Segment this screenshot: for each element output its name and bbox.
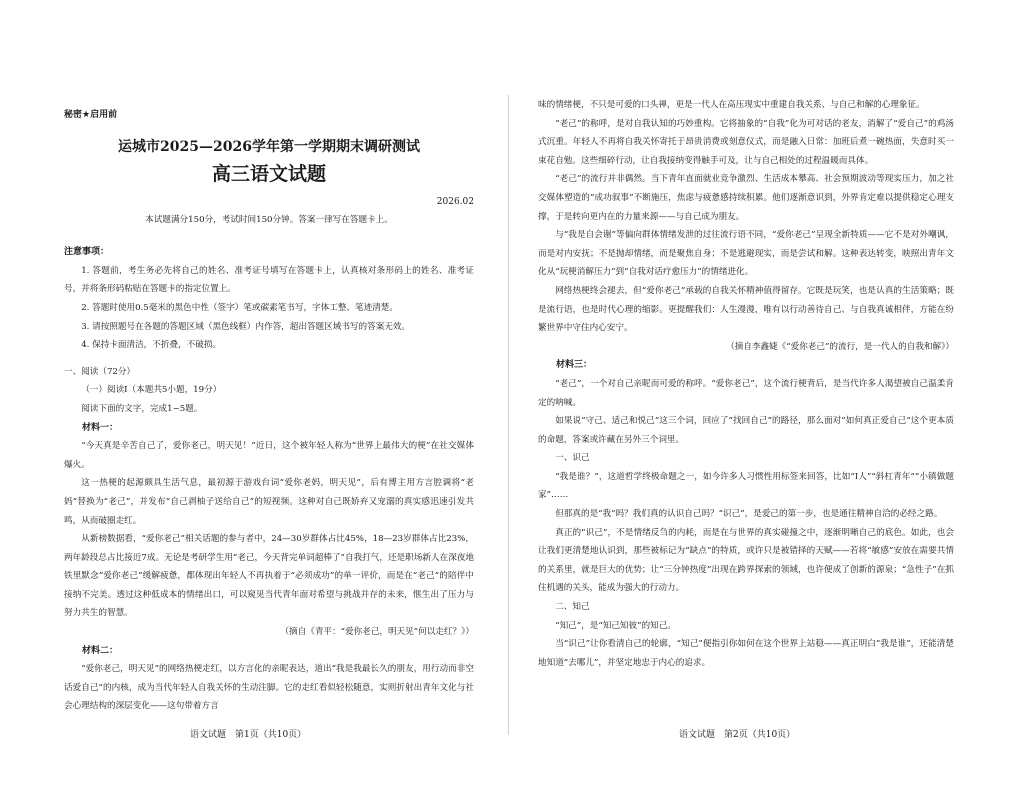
note-item: 1. 答题前，考生务必先将自己的姓名、准考证号填写在答题卡上，认真核对条形码上的姓名、准考证号，并将条形码粘贴在答题卡的指定位置上。	[64, 265, 474, 295]
notes-title: 注意事项：	[64, 247, 110, 258]
page-left	[0, 0, 508, 789]
section-heading: 一、阅读（72分）	[64, 366, 136, 377]
material-paragraph: 如果说“守己、适己和悦己”这三个词，回应了“找回自己”的路径，那么面对“如何真正爱自己”这个更本质的命题，答案或许藏在另外三个词里。	[538, 416, 954, 445]
material-paragraph: 但那真的是“我”吗？我们真的认识自己吗？“识己”，是爱己的第一步，也是通往精神自洽的必经之路。	[555, 509, 943, 520]
subsection-heading: （一）阅读Ⅰ（本题共5小题，19分）	[81, 385, 222, 396]
left-column	[64, 96, 474, 716]
confidential-label: 秘密★启用前	[64, 110, 118, 120]
exam-subtitle: 高三语文试题	[211, 162, 326, 185]
material-paragraph: “爱你老己，明天见”的网络热梗走红，以方言化的亲昵表达，道出“我是我最长久的朋友，用行动而非空话爱自己”的内核，成为当代年轻人自我关怀的生动注脚。它的走红看似轻松随意，实则折射出青年文化与社会心理结构的深层变化——这句带着方言	[64, 664, 474, 712]
material-paragraph: 网络热梗终会褪去，但“爱你老己”承载的自我关怀精神值得留存。它既是玩笑，也是认真的生活策略；既是流行语，也是时代心理的缩影。更提醒我们：人生漫漫，唯有以行动善待自己、与自我真诚相伴，方能在纷繁世界中守住内心安宁。	[538, 285, 954, 334]
material-paragraph: 味的情绪梗，不只是可爱的口头禅，更是一代人在高压现实中重建自我关系、与自己和解的心理象征。	[538, 100, 925, 110]
material-1-title: 材料一：	[82, 422, 119, 433]
page-footer-left: 语文试题 第1页（共10页）	[190, 730, 307, 740]
exam-title: 运城市2025—2026学年第一学期期末调研测试	[118, 138, 420, 155]
material-2-title: 材料二：	[82, 645, 119, 656]
page-right	[509, 0, 1017, 789]
material-paragraph: “我是谁？”，这道哲学终极命题之一，如今许多人习惯性用标签来回答，比如“I人”“斜杠青年”“小镇做题家”……	[538, 471, 954, 501]
right-column	[538, 96, 954, 672]
material-paragraph: 与“我是自会谢”等偏向群体情绪发泄的过往流行语不同，“爱你老己”呈现全新特质——它不是对外嘲讽，而是对内安抚；不是抛却情绪，而是聚焦自身；不是逃避现实，而是尝试和解。这种表达转变，映照出青年文化从“玩梗消解压力”到“自我对话疗愈压力”的情绪进化。	[538, 230, 954, 278]
material-paragraph: “知己”，是“知己知彼”的知己。	[555, 620, 676, 631]
note-item: 4. 保持卡面清洁，不折叠，不破损。	[81, 340, 222, 351]
material-subheading: 一、识己	[555, 453, 590, 464]
note-item: 2. 答题时使用0.5毫米的黑色中性（签字）笔或碳素笔书写，字体工整、笔迹清楚。	[81, 302, 398, 313]
material-paragraph: “老己”的称呼，是对自我认知的巧妙重构。它将抽象的“自我”化为可对话的老友，消解了“爱自己”的鸡汤式沉重。年轻人不再将自我关怀寄托于昂贵消费或刻意仪式，而是融入日常：加班后煮一碗热面，失意时买一束花自勉。这些细碎行动，让自我接纳变得触手可及，让与自己相处的过程温暖而具体。	[538, 118, 954, 166]
material-2-source: （摘自李鑫婕《“爱你老己”的流行，是一代人的自我和解》）	[726, 341, 954, 352]
instruction: 阅读下面的文字，完成1~5题。	[81, 403, 203, 414]
exam-date: 2026.02	[436, 196, 474, 207]
material-paragraph: 真正的“识己”，不是情绪反刍的内耗，而是在与世界的真实碰撞之中，逐渐明晰自己的底色。如此，也会让我们更清楚地认识到，那些被标记为“缺点”的特质，或许只是被错择的天赋——若将“敏感”安放在需要共情的关系里，就是巨大的优势；让“三分钟热度”出现在跨界探索的领域，也许便成了创新的源泉；“急性子”在抓住机遇的关头，能成为强大的行动力。	[538, 527, 954, 594]
material-paragraph: 这一热梗的起源颇具生活气息，最初源于游戏台词“爱你老妈，明天见”，后有博主用方言腔调将“老妈”替换为“老己”，并发布“自己剥柚子送给自己”的短视频。这种对自己既娇弃又宠溺的真实感迅速引发共鸣，从而破圈走红。	[64, 478, 474, 526]
material-paragraph: “今天真是辛苦自己了，爱你老己，明天见！”近日，这个被年轻人称为“世界上最伟大的梗”在社交媒体爆火。	[64, 441, 474, 470]
material-paragraph: 从新榜数据看，“爱你老己”相关话题的参与者中，24—30岁群体占比45%，18—23岁群体占比23%，两年龄段总占比接近7成。无论是考研学生用“老己，今天背完单词超棒了”自我打气，还是职场新人在深夜地铁里默念“爱你老己”缓解疲惫，都体现出年轻人不再执着于“必须成功”的单一评价，而是在“老己”的陪伴中接纳不完美。透过这种低成本的情绪出口，可以窥见当代青年面对希望与挑战并存的未来，惬生出了压力与努力共生的智慧。	[64, 534, 474, 619]
material-paragraph: “老己”，一个对自己亲昵而可爱的称呼。“爱你老己”，这个流行梗背后，是当代许多人渴望被自己温柔肯定的呐喊。	[538, 378, 954, 408]
material-subheading: 二、知己	[555, 602, 590, 613]
exam-meta: 本试题满分150分，考试时间150分钟。答案一律写在答题卡上。	[145, 214, 393, 225]
note-item: 3. 请按照题号在各题的答题区域（黑色线框）内作答，超出答题区域书写的答案无效。	[81, 321, 411, 332]
material-3-title: 材料三：	[556, 360, 593, 371]
page-footer-right: 语文试题 第2页（共10页）	[679, 730, 796, 740]
material-paragraph: 当“识己”让你看清自己的轮廓，“知己”便指引你如何在这个世界上站稳——真正明白“我是谁”，还能清楚地知道“去哪儿”，并坚定地忠于内心的追求。	[538, 639, 954, 668]
material-paragraph: “老己”的流行并非偶然。当下青年直面就业竞争激烈、生活成本攀高、社会预期波动等现实压力，加之社交媒体塑造的“成功叙事”不断施压，焦虑与疲惫感持续积累。他们逐渐意识到，外界肯定难以提供稳定心理支撑，于是转向更内在的力量来源——与自己成为朋友。	[538, 174, 954, 222]
material-1-source: （摘自《青平：“爱你老己，明天见”何以走红？》）	[280, 627, 474, 638]
